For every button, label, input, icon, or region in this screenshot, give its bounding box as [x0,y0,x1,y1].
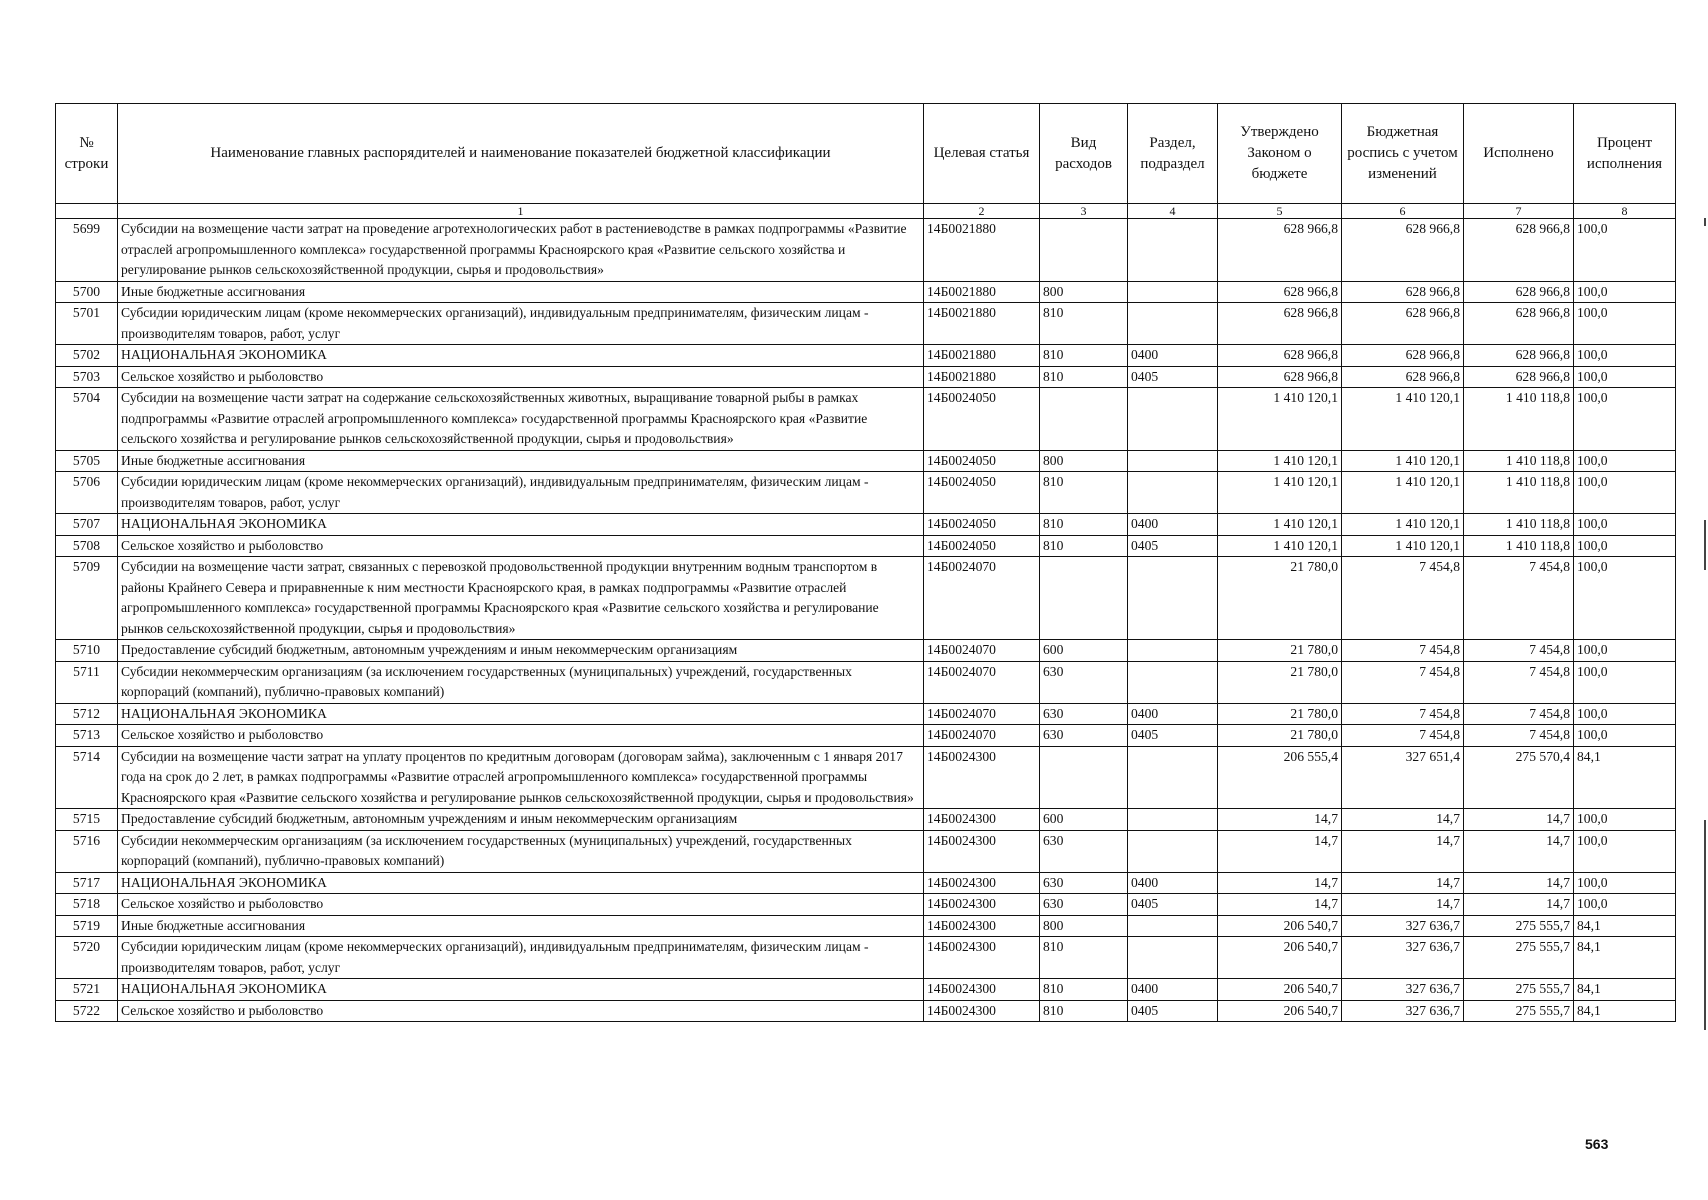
table-row [56,979,1676,1001]
row-number: 5721 [56,979,118,1001]
executed-amount: 628 966,8 [1464,366,1574,388]
approved-amount: 21 780,0 [1218,703,1342,725]
column-number: 4 [1128,204,1218,219]
column-number: 7 [1464,204,1574,219]
expense-type-code: 810 [1040,345,1128,367]
table-row [56,472,1676,514]
executed-amount: 275 555,7 [1464,979,1574,1001]
section-code: 0400 [1128,345,1218,367]
target-article-code: 14Б0024050 [924,514,1040,536]
indicator-name: Субсидии юридическим лицам (кроме некоммерческих организаций), индивидуальным предпринимателям, физическим лицам - производителям товаров, работ, услуг [118,937,924,979]
row-number: 5712 [56,703,118,725]
section-code: 0405 [1128,535,1218,557]
header-target-article: Целевая статья [924,104,1040,204]
header-percent: Процент исполнения [1574,104,1676,204]
execution-percent: 100,0 [1574,514,1676,536]
column-number: 6 [1342,204,1464,219]
row-number: 5704 [56,388,118,451]
row-number: 5714 [56,746,118,809]
budget-schedule-amount: 7 454,8 [1342,703,1464,725]
indicator-name: Субсидии юридическим лицам (кроме некоммерческих организаций), индивидуальным предпринимателям, физическим лицам - производителям товаров, работ, услуг [118,472,924,514]
row-number: 5702 [56,345,118,367]
header-row [56,104,1676,204]
approved-amount: 14,7 [1218,830,1342,872]
target-article-code: 14Б0024050 [924,472,1040,514]
table-row [56,725,1676,747]
execution-percent: 84,1 [1574,1000,1676,1022]
target-article-code: 14Б0024300 [924,746,1040,809]
column-number: 1 [118,204,924,219]
execution-percent: 100,0 [1574,281,1676,303]
row-number: 5703 [56,366,118,388]
budget-schedule-amount: 327 651,4 [1342,746,1464,809]
expense-type-code: 630 [1040,725,1128,747]
expense-type-code: 810 [1040,1000,1128,1022]
section-code [1128,661,1218,703]
execution-percent: 100,0 [1574,557,1676,640]
budget-schedule-amount: 327 636,7 [1342,1000,1464,1022]
row-number: 5720 [56,937,118,979]
expense-type-code: 810 [1040,535,1128,557]
row-number: 5718 [56,894,118,916]
expense-type-code: 630 [1040,703,1128,725]
table-row [56,915,1676,937]
section-code [1128,281,1218,303]
approved-amount: 206 540,7 [1218,937,1342,979]
indicator-name: Субсидии на возмещение части затрат на содержание сельскохозяйственных животных, выращивание товарной рыбы в рамках подпрограммы «Развитие отраслей агропромышленного комплекса» государственной программы Красноярского края «Развитие сельского хозяйства и регулирование рынков сельскохозяйственной продукции, сырья и продовольствия» [118,388,924,451]
scan-edge-mark [1704,520,1706,570]
indicator-name: Иные бюджетные ассигнования [118,450,924,472]
section-code: 0405 [1128,366,1218,388]
execution-percent: 100,0 [1574,450,1676,472]
approved-amount: 206 555,4 [1218,746,1342,809]
row-number: 5705 [56,450,118,472]
executed-amount: 14,7 [1464,894,1574,916]
target-article-code: 14Б0021880 [924,303,1040,345]
approved-amount: 1 410 120,1 [1218,535,1342,557]
expense-type-code: 800 [1040,450,1128,472]
header-budget-schedule: Бюджетная роспись с учетом изменений [1342,104,1464,204]
table-row [56,366,1676,388]
indicator-name: Предоставление субсидий бюджетным, автономным учреждениям и иным некоммерческим организациям [118,640,924,662]
section-code [1128,937,1218,979]
indicator-name: Субсидии некоммерческим организациям (за исключением государственных (муниципальных) учреждений, государственных корпораций (компаний), публично-правовых компаний) [118,661,924,703]
section-code: 0400 [1128,979,1218,1001]
indicator-name: Субсидии на возмещение части затрат, связанных с перевозкой продовольственной продукции внутренним водным транспортом в районы Крайнего Севера и приравненные к ним местности Красноярского края, в рамках подпрограммы «Развитие отраслей агропромышленного комплекса» государственной программы Красноярского края «Развитие сельского хозяйства и регулирование рынков сельскохозяйственной продукции, сырья и продовольствия» [118,557,924,640]
executed-amount: 14,7 [1464,830,1574,872]
row-number: 5699 [56,219,118,282]
budget-table [55,103,1676,1022]
approved-amount: 1 410 120,1 [1218,450,1342,472]
header-executed: Исполнено [1464,104,1574,204]
approved-amount: 21 780,0 [1218,661,1342,703]
budget-schedule-amount: 327 636,7 [1342,979,1464,1001]
section-code [1128,557,1218,640]
row-number: 5711 [56,661,118,703]
section-code: 0400 [1128,872,1218,894]
executed-amount: 7 454,8 [1464,661,1574,703]
budget-schedule-amount: 7 454,8 [1342,725,1464,747]
target-article-code: 14Б0024070 [924,557,1040,640]
target-article-code: 14Б0021880 [924,366,1040,388]
expense-type-code [1040,388,1128,451]
table-row [56,219,1676,282]
section-code [1128,809,1218,831]
budget-schedule-amount: 1 410 120,1 [1342,388,1464,451]
executed-amount: 7 454,8 [1464,725,1574,747]
executed-amount: 275 555,7 [1464,1000,1574,1022]
expense-type-code: 600 [1040,809,1128,831]
target-article-code: 14Б0024050 [924,388,1040,451]
section-code [1128,746,1218,809]
expense-type-code: 810 [1040,937,1128,979]
table-row [56,345,1676,367]
header-section: Раздел, подраздел [1128,104,1218,204]
execution-percent: 100,0 [1574,640,1676,662]
indicator-name: Сельское хозяйство и рыболовство [118,1000,924,1022]
page-number: 563 [1585,1136,1609,1152]
table-body [56,219,1676,1022]
approved-amount: 206 540,7 [1218,915,1342,937]
expense-type-code [1040,746,1128,809]
target-article-code: 14Б0024300 [924,809,1040,831]
indicator-name: Субсидии некоммерческим организациям (за исключением государственных (муниципальных) учреждений, государственных корпораций (компаний), публично-правовых компаний) [118,830,924,872]
approved-amount: 14,7 [1218,894,1342,916]
target-article-code: 14Б0024070 [924,661,1040,703]
approved-amount: 628 966,8 [1218,303,1342,345]
table-row [56,281,1676,303]
executed-amount: 7 454,8 [1464,640,1574,662]
section-code [1128,450,1218,472]
row-number: 5707 [56,514,118,536]
expense-type-code: 810 [1040,514,1128,536]
execution-percent: 100,0 [1574,303,1676,345]
indicator-name: Иные бюджетные ассигнования [118,281,924,303]
execution-percent: 100,0 [1574,219,1676,282]
row-number: 5719 [56,915,118,937]
table-row [56,894,1676,916]
target-article-code: 14Б0024300 [924,830,1040,872]
expense-type-code: 810 [1040,366,1128,388]
target-article-code: 14Б0024070 [924,703,1040,725]
budget-schedule-amount: 14,7 [1342,872,1464,894]
row-number: 5717 [56,872,118,894]
section-code [1128,915,1218,937]
row-number: 5709 [56,557,118,640]
approved-amount: 14,7 [1218,872,1342,894]
execution-percent: 100,0 [1574,703,1676,725]
execution-percent: 100,0 [1574,830,1676,872]
table-row [56,557,1676,640]
executed-amount: 1 410 118,8 [1464,388,1574,451]
approved-amount: 21 780,0 [1218,725,1342,747]
target-article-code: 14Б0024050 [924,450,1040,472]
budget-schedule-amount: 628 966,8 [1342,345,1464,367]
section-code: 0400 [1128,703,1218,725]
section-code [1128,830,1218,872]
budget-schedule-amount: 14,7 [1342,894,1464,916]
executed-amount: 628 966,8 [1464,345,1574,367]
execution-percent: 100,0 [1574,809,1676,831]
budget-schedule-amount: 628 966,8 [1342,219,1464,282]
table-row [56,640,1676,662]
target-article-code: 14Б0024300 [924,894,1040,916]
approved-amount: 206 540,7 [1218,1000,1342,1022]
expense-type-code: 630 [1040,830,1128,872]
header-approved: Утверждено Законом о бюджете [1218,104,1342,204]
target-article-code: 14Б0024050 [924,535,1040,557]
table-row [56,872,1676,894]
budget-schedule-amount: 7 454,8 [1342,557,1464,640]
indicator-name: Сельское хозяйство и рыболовство [118,894,924,916]
execution-percent: 100,0 [1574,472,1676,514]
execution-percent: 84,1 [1574,746,1676,809]
approved-amount: 628 966,8 [1218,345,1342,367]
executed-amount: 14,7 [1464,809,1574,831]
indicator-name: НАЦИОНАЛЬНАЯ ЭКОНОМИКА [118,872,924,894]
expense-type-code [1040,557,1128,640]
target-article-code: 14Б0024300 [924,915,1040,937]
approved-amount: 21 780,0 [1218,640,1342,662]
executed-amount: 1 410 118,8 [1464,535,1574,557]
approved-amount: 628 966,8 [1218,219,1342,282]
execution-percent: 100,0 [1574,872,1676,894]
target-article-code: 14Б0024300 [924,937,1040,979]
row-number: 5715 [56,809,118,831]
executed-amount: 1 410 118,8 [1464,514,1574,536]
executed-amount: 1 410 118,8 [1464,472,1574,514]
indicator-name: Субсидии юридическим лицам (кроме некоммерческих организаций), индивидуальным предпринимателям, физическим лицам - производителям товаров, работ, услуг [118,303,924,345]
target-article-code: 14Б0024300 [924,872,1040,894]
column-number: 8 [1574,204,1676,219]
budget-schedule-amount: 628 966,8 [1342,281,1464,303]
execution-percent: 100,0 [1574,388,1676,451]
table-row [56,661,1676,703]
section-code [1128,640,1218,662]
execution-percent: 100,0 [1574,345,1676,367]
budget-schedule-amount: 1 410 120,1 [1342,535,1464,557]
header-indicator-name: Наименование главных распорядителей и наименование показателей бюджетной классификации [118,104,924,204]
table-row [56,535,1676,557]
execution-percent: 100,0 [1574,535,1676,557]
column-number-row [56,204,1676,219]
expense-type-code: 810 [1040,303,1128,345]
expense-type-code: 800 [1040,281,1128,303]
indicator-name: НАЦИОНАЛЬНАЯ ЭКОНОМИКА [118,979,924,1001]
row-number: 5701 [56,303,118,345]
expense-type-code: 600 [1040,640,1128,662]
budget-schedule-amount: 628 966,8 [1342,303,1464,345]
scan-edge-mark [1704,218,1706,226]
expense-type-code: 630 [1040,661,1128,703]
executed-amount: 1 410 118,8 [1464,450,1574,472]
table-row [56,809,1676,831]
column-number: 3 [1040,204,1128,219]
executed-amount: 7 454,8 [1464,557,1574,640]
approved-amount: 1 410 120,1 [1218,388,1342,451]
indicator-name: НАЦИОНАЛЬНАЯ ЭКОНОМИКА [118,703,924,725]
section-code [1128,219,1218,282]
row-number: 5708 [56,535,118,557]
scan-edge-mark [1704,820,1706,1030]
executed-amount: 628 966,8 [1464,219,1574,282]
approved-amount: 206 540,7 [1218,979,1342,1001]
table-header [56,104,1676,219]
table-row [56,703,1676,725]
indicator-name: НАЦИОНАЛЬНАЯ ЭКОНОМИКА [118,514,924,536]
header-row-number: № строки [56,104,118,204]
expense-type-code [1040,219,1128,282]
approved-amount: 1 410 120,1 [1218,472,1342,514]
executed-amount: 14,7 [1464,872,1574,894]
execution-percent: 100,0 [1574,894,1676,916]
executed-amount: 628 966,8 [1464,303,1574,345]
expense-type-code: 630 [1040,872,1128,894]
indicator-name: Сельское хозяйство и рыболовство [118,366,924,388]
column-number: 2 [924,204,1040,219]
row-number: 5710 [56,640,118,662]
executed-amount: 628 966,8 [1464,281,1574,303]
execution-percent: 84,1 [1574,915,1676,937]
executed-amount: 275 570,4 [1464,746,1574,809]
column-number [56,204,118,219]
executed-amount: 275 555,7 [1464,937,1574,979]
row-number: 5722 [56,1000,118,1022]
section-code: 0405 [1128,1000,1218,1022]
row-number: 5700 [56,281,118,303]
budget-schedule-amount: 14,7 [1342,830,1464,872]
indicator-name: Субсидии на возмещение части затрат на уплату процентов по кредитным договорам (договорам займа), заключенным с 1 января 2017 года на срок до 2 лет, в рамках подпрограммы «Развитие отраслей агропромышленного комплекса» государственной программы Красноярского края «Развитие сельского хозяйства и регулирование рынков сельскохозяйственной продукции, сырья и продовольствия» [118,746,924,809]
expense-type-code: 810 [1040,979,1128,1001]
approved-amount: 628 966,8 [1218,366,1342,388]
target-article-code: 14Б0021880 [924,281,1040,303]
target-article-code: 14Б0024300 [924,979,1040,1001]
expense-type-code: 800 [1040,915,1128,937]
executed-amount: 275 555,7 [1464,915,1574,937]
budget-schedule-amount: 7 454,8 [1342,661,1464,703]
indicator-name: Предоставление субсидий бюджетным, автономным учреждениям и иным некоммерческим организациям [118,809,924,831]
budget-schedule-amount: 327 636,7 [1342,937,1464,979]
execution-percent: 84,1 [1574,979,1676,1001]
table-row [56,303,1676,345]
table-row [56,514,1676,536]
indicator-name: Субсидии на возмещение части затрат на проведение агротехнологических работ в растениеводстве в рамках подпрограммы «Развитие отраслей агропромышленного комплекса» государственной программы Красноярского края «Развитие сельского хозяйства и регулирование рынков сельскохозяйственной продукции, сырья и продовольствия» [118,219,924,282]
row-number: 5713 [56,725,118,747]
target-article-code: 14Б0021880 [924,219,1040,282]
budget-schedule-amount: 7 454,8 [1342,640,1464,662]
execution-percent: 84,1 [1574,937,1676,979]
approved-amount: 628 966,8 [1218,281,1342,303]
section-code: 0405 [1128,725,1218,747]
target-article-code: 14Б0021880 [924,345,1040,367]
execution-percent: 100,0 [1574,725,1676,747]
table-row [56,1000,1676,1022]
section-code: 0405 [1128,894,1218,916]
budget-schedule-amount: 628 966,8 [1342,366,1464,388]
approved-amount: 14,7 [1218,809,1342,831]
execution-percent: 100,0 [1574,366,1676,388]
budget-schedule-amount: 327 636,7 [1342,915,1464,937]
table-row [56,937,1676,979]
budget-schedule-amount: 1 410 120,1 [1342,472,1464,514]
target-article-code: 14Б0024070 [924,725,1040,747]
row-number: 5706 [56,472,118,514]
budget-schedule-amount: 14,7 [1342,809,1464,831]
column-number: 5 [1218,204,1342,219]
row-number: 5716 [56,830,118,872]
table-row [56,830,1676,872]
indicator-name: Сельское хозяйство и рыболовство [118,535,924,557]
table-row [56,388,1676,451]
approved-amount: 1 410 120,1 [1218,514,1342,536]
section-code [1128,472,1218,514]
table-row [56,450,1676,472]
expense-type-code: 810 [1040,472,1128,514]
section-code [1128,388,1218,451]
approved-amount: 21 780,0 [1218,557,1342,640]
target-article-code: 14Б0024070 [924,640,1040,662]
execution-percent: 100,0 [1574,661,1676,703]
budget-schedule-amount: 1 410 120,1 [1342,514,1464,536]
budget-schedule-amount: 1 410 120,1 [1342,450,1464,472]
header-expense-type: Вид расходов [1040,104,1128,204]
target-article-code: 14Б0024300 [924,1000,1040,1022]
table-row [56,746,1676,809]
section-code [1128,303,1218,345]
indicator-name: Иные бюджетные ассигнования [118,915,924,937]
indicator-name: НАЦИОНАЛЬНАЯ ЭКОНОМИКА [118,345,924,367]
executed-amount: 7 454,8 [1464,703,1574,725]
indicator-name: Сельское хозяйство и рыболовство [118,725,924,747]
expense-type-code: 630 [1040,894,1128,916]
section-code: 0400 [1128,514,1218,536]
